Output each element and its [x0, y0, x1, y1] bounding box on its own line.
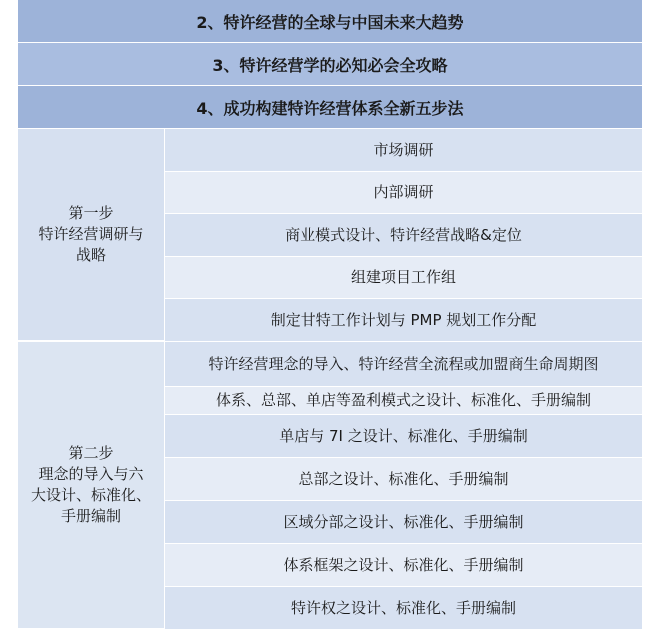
step1-title: 第一步 [68, 204, 114, 222]
step1-item: 内部调研 [165, 172, 642, 214]
step2-item: 体系、总部、单店等盈利模式之设计、标准化、手册编制 [165, 387, 642, 415]
step2-items [165, 342, 642, 630]
step1-item: 商业模式设计、特许经营战略&定位 [165, 214, 642, 257]
step2-subtitle-line2: 大设计、标准化、 [30, 486, 151, 504]
header-row-2: 2、特许经营的全球与中国未来大趋势 [18, 0, 642, 43]
step1-item: 制定甘特工作计划与 PMP 规划工作分配 [165, 299, 642, 342]
step2-item: 体系框架之设计、标准化、手册编制 [165, 544, 642, 587]
step1-subtitle-line1: 特许经营调研与 [38, 225, 144, 243]
step1-items [165, 129, 642, 342]
step2-title: 第二步 [68, 444, 114, 462]
step2-subtitle-line1: 理念的导入与六 [38, 465, 144, 483]
five-step-table [18, 0, 642, 630]
step2-section [18, 342, 642, 630]
header-row-4: 4、成功构建特许经营体系全新五步法 [18, 86, 642, 129]
step2-item: 特许权之设计、标准化、手册编制 [165, 587, 642, 630]
step1-label [18, 129, 165, 342]
header-row-3: 3、特许经营学的必知必会全攻略 [18, 43, 642, 86]
step2-item: 区域分部之设计、标准化、手册编制 [165, 501, 642, 544]
step2-item: 总部之设计、标准化、手册编制 [165, 458, 642, 501]
step2-label [18, 342, 165, 630]
step2-subtitle-line3: 手册编制 [60, 507, 121, 525]
step1-subtitle-line2: 战略 [75, 246, 106, 264]
step2-item: 单店与 7I 之设计、标准化、手册编制 [165, 415, 642, 458]
step2-item: 特许经营理念的导入、特许经营全流程或加盟商生命周期图 [165, 342, 642, 387]
step1-item: 市场调研 [165, 129, 642, 172]
step1-item: 组建项目工作组 [165, 257, 642, 299]
step1-section [18, 129, 642, 342]
